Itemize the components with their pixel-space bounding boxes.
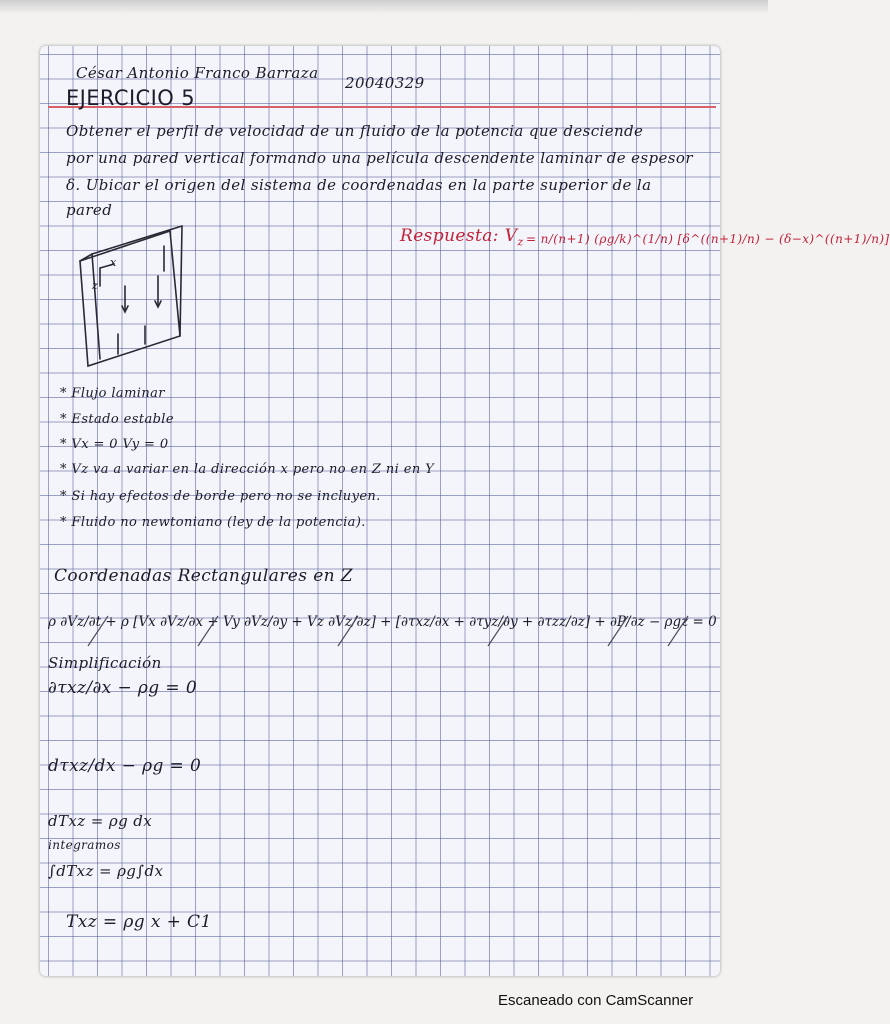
answer-expression: = n/(n+1) (ρg/k)^(1/n) [δ^((n+1)/n) − (δ−x)^((n+1)/n)] [526,232,890,246]
answer-label-text: Respuesta: V [400,226,518,246]
scanner-watermark: Escaneado con CamScanner [498,992,694,1009]
equation-strikes [48,606,718,658]
exercise-title: EJERCICIO 5 [66,86,195,110]
step-1: ∂τxz/∂x − ρg = 0 [48,678,198,698]
assumption-1: * Flujo laminar [60,386,165,401]
integrate-label: integramos [48,838,121,852]
step-2: dτxz/dx − ρg = 0 [48,756,202,776]
simplification-label: Simplificación [48,654,162,672]
assumption-6: * Fluido no newtoniano (ley de la potencia). [60,515,366,530]
step-3: dTxz = ρg dx [48,812,153,830]
problem-line-2: por una pared vertical formando una película descendente laminar de espesor [66,149,693,167]
notebook-page [40,46,890,976]
assumption-3: * Vx = 0 Vy = 0 [60,437,169,452]
step-4: ∫dTxz = ρg∫dx [48,862,164,880]
assumption-2: * Estado estable [60,412,174,427]
id-number: 20040329 [345,74,425,92]
problem-line-4: pared [66,201,113,219]
sketch-z-label: z [92,279,99,292]
author-name: César Antonio Franco Barraza [76,64,319,82]
coords-heading: Coordenadas Rectangulares en Z [54,566,354,586]
wall-sketch [70,216,200,376]
scan-shadow [0,0,768,14]
assumption-5: * Si hay efectos de borde pero no se incluyen. [60,489,381,504]
problem-line-1: Obtener el perfil de velocidad de un fluido de la potencia que desciende [66,122,644,140]
step-5: Txz = ρg x + C1 [66,912,212,932]
motion-equation: ρ ∂Vz/∂t + ρ [Vx ∂Vz/∂x + Vy ∂Vz/∂y + Vz ∂Vz/∂z] + [∂τxz/∂x + ∂τyz/∂y + ∂τzz/∂z] + ∂P/∂z − ρgz = 0 [48,614,717,630]
assumption-4: * Vz va a variar en la dirección x pero no en Z ni en Y [60,462,435,477]
sketch-x-label: x [110,256,117,269]
answer-label: Respuesta: $V_z$ [400,226,524,249]
problem-line-3: δ. Ubicar el origen del sistema de coordenadas en la parte superior de la [66,176,652,194]
